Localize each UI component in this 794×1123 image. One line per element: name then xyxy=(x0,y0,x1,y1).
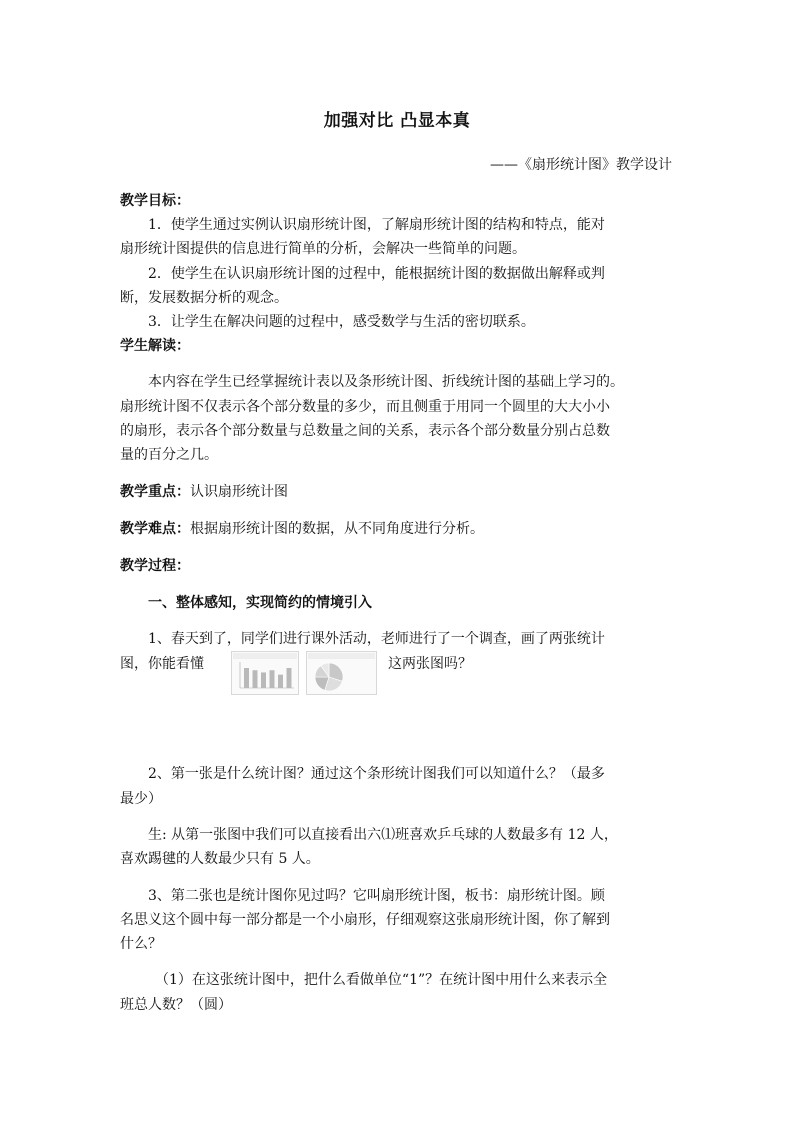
key-point-text: 认识扇形统计图 xyxy=(190,484,288,500)
difficulty-label: 教学难点： xyxy=(120,521,190,537)
objectives-heading: 教学目标： xyxy=(120,193,190,209)
paragraph-5-line-1: （1）在这张统计图中，把什么看做单位“1”？在统计图中用什么来表示全 xyxy=(155,972,608,988)
bar-mark xyxy=(261,672,266,688)
paragraph-2-line-1: 2、第一张是什么统计图？通过这个条形统计图我们可以知道什么？（最多 xyxy=(148,766,605,782)
student-line-1: 本内容在学生已经掌握统计表以及条形统计图、折线统计图的基础上学习的。 xyxy=(148,374,624,390)
bar-chart-svg xyxy=(232,652,298,694)
bar-chart-header xyxy=(233,653,297,659)
paragraph-3-line-2: 喜欢踢毽的人数最少只有 5 人。 xyxy=(120,851,320,867)
paragraph-5-line-2: 班总人数？（圆） xyxy=(120,997,232,1013)
objective-2-line-2: 断，发展数据分析的观念。 xyxy=(120,290,288,306)
document-title: 加强对比 凸显本真 xyxy=(323,111,471,131)
paragraph-3-line-1: 生: 从第一张图中我们可以直接看出六⑴班喜欢乒乓球的人数最多有 12 人， xyxy=(148,827,618,843)
bar-mark xyxy=(253,670,258,688)
student-line-2: 扇形统计图不仅表示各个部分数量的多少，而且侧重于用同一个圆里的大大小小 xyxy=(120,399,610,415)
student-heading: 学生解读： xyxy=(120,338,190,354)
objective-1-line-2: 扇形统计图提供的信息进行简单的分析，会解决一些简单的问题。 xyxy=(120,241,526,257)
objective-1-line-1: 1．使学生通过实例认识扇形统计图，了解扇形统计图的结构和特点，能对 xyxy=(148,217,605,233)
difficulty-point xyxy=(120,519,484,539)
pie-chart-svg xyxy=(307,652,376,694)
student-line-4: 量的百分之几。 xyxy=(120,447,218,463)
paragraph-4-line-2: 名思义这个圆中每一部分都是一个小扇形，仔细观察这张扇形统计图，你了解到 xyxy=(120,912,610,928)
key-point xyxy=(120,482,288,502)
paragraph-4-line-3: 什么？ xyxy=(120,936,162,952)
bar-mark xyxy=(287,668,292,688)
paragraph-1-line-2b: 这两张图吗？ xyxy=(388,656,472,672)
objective-2-line-1: 2．使学生在认识扇形统计图的过程中，能根据统计图的数据做出解释或判 xyxy=(148,266,605,282)
pie-chart-thumbnail xyxy=(306,651,377,695)
paragraph-1-line-2a: 图，你能看懂 xyxy=(120,656,204,672)
process-heading: 教学过程： xyxy=(120,558,190,574)
difficulty-text: 根据扇形统计图的数据，从不同角度进行分析。 xyxy=(190,521,484,537)
bar-mark xyxy=(278,675,283,688)
paragraph-2-line-2: 最少） xyxy=(120,791,162,807)
paragraph-1-line-1: 1、春天到了，同学们进行课外活动，老师进行了一个调查，画了两张统计 xyxy=(148,631,605,647)
document-subtitle: ——《扇形统计图》教学设计 xyxy=(490,157,672,173)
bar-mark xyxy=(270,670,275,688)
part-1-heading: 一、整体感知，实现简约的情境引入 xyxy=(148,595,372,611)
student-line-3: 的扇形，表示各个部分数量与总数量之间的关系，表示各个部分数量分别占总数 xyxy=(120,423,610,439)
bar-chart-thumbnail xyxy=(231,651,299,695)
pie-chart-header xyxy=(308,653,375,659)
bar-mark xyxy=(244,668,249,688)
objective-3: 3．让学生在解决问题的过程中，感受数学与生活的密切联系。 xyxy=(148,314,535,330)
key-point-label: 教学重点： xyxy=(120,484,190,500)
paragraph-4-line-1: 3、第二张也是统计图你见过吗？它叫扇形统计图，板书：扇形统计图。顾 xyxy=(148,888,605,904)
